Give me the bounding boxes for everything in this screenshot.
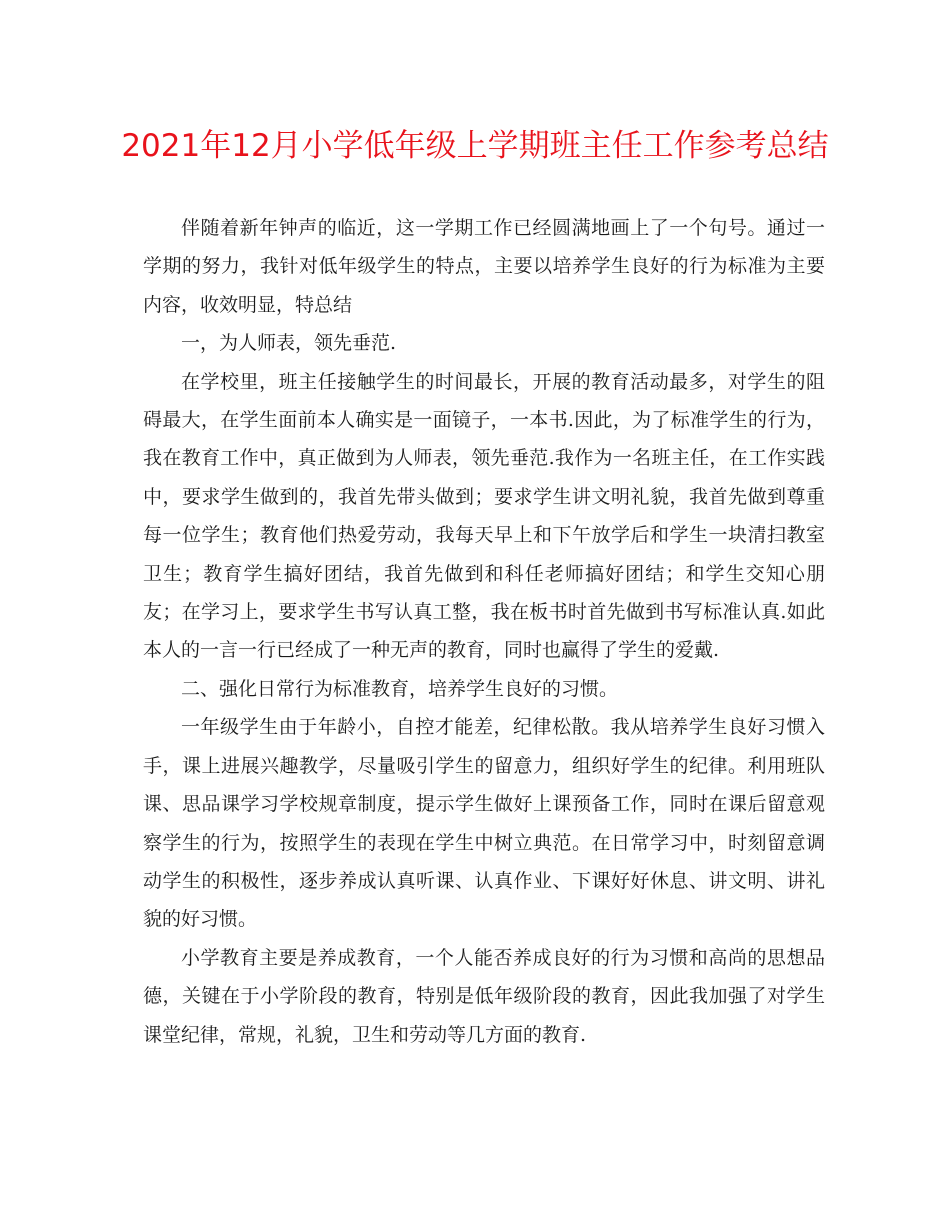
- paragraph-role-model: 在学校里，班主任接触学生的时间最长，开展的教育活动最多，对学生的阻碍最大，在学生面前本人确实是一面镜子，一本书.因此，为了标准学生的行为，我在教育工作中，真正做到为人师表，领先垂范.我作为一名班主任，在工作实践中，要求学生做到的，我首先带头做到；要求学生讲文明礼貌，我首先做到尊重每一位学生；教育他们热爱劳动，我每天早上和下午放学后和学生一块清扫教室卫生；教育学生搞好团结，我首先做到和科任老师搞好团结；和学生交知心朋友；在学习上，要求学生书写认真工整，我在板书时首先做到书写标准认真.如此本人的一言一行已经成了一种无声的教育，同时也赢得了学生的爱戴.: [143, 370, 825, 662]
- section-heading-2: 二、强化日常行为标准教育，培养学生良好的习惯。: [181, 677, 619, 700]
- paragraph-intro: 伴随着新年钟声的临近，这一学期工作已经圆满地画上了一个句号。通过一学期的努力，我针对低年级学生的特点，主要以培养学生良好的行为标准为主要内容，收效明显，特总结: [143, 217, 825, 316]
- paragraph-education: 小学教育主要是养成教育，一个人能否养成良好的行为习惯和高尚的思想品德，关键在于小学阶段的教育，特别是低年级阶段的教育，因此我加强了对学生课堂纪律，常规，礼貌，卫生和劳动等几方面的教育.: [143, 946, 825, 1046]
- document-body: [143, 209, 825, 1054]
- section-heading-1: 一，为人师表，领先垂范.: [181, 332, 397, 355]
- document-title: 2021年12月小学低年级上学期班主任工作参考总结: [121, 128, 829, 164]
- paragraph-habits: 一年级学生由于年龄小，自控才能差，纪律松散。我从培养学生良好习惯入手，课上进展兴趣教学，尽量吸引学生的留意力，组织好学生的纪律。利用班队课、思品课学习学校规章制度，提示学生做好上课预备工作，同时在课后留意观察学生的行为，按照学生的表现在学生中树立典范。在日常学习中，时刻留意调动学生的积极性，逐步养成认真听课、认真作业、下课好好休息、讲文明、讲礼貌的好习惯。: [143, 716, 825, 931]
